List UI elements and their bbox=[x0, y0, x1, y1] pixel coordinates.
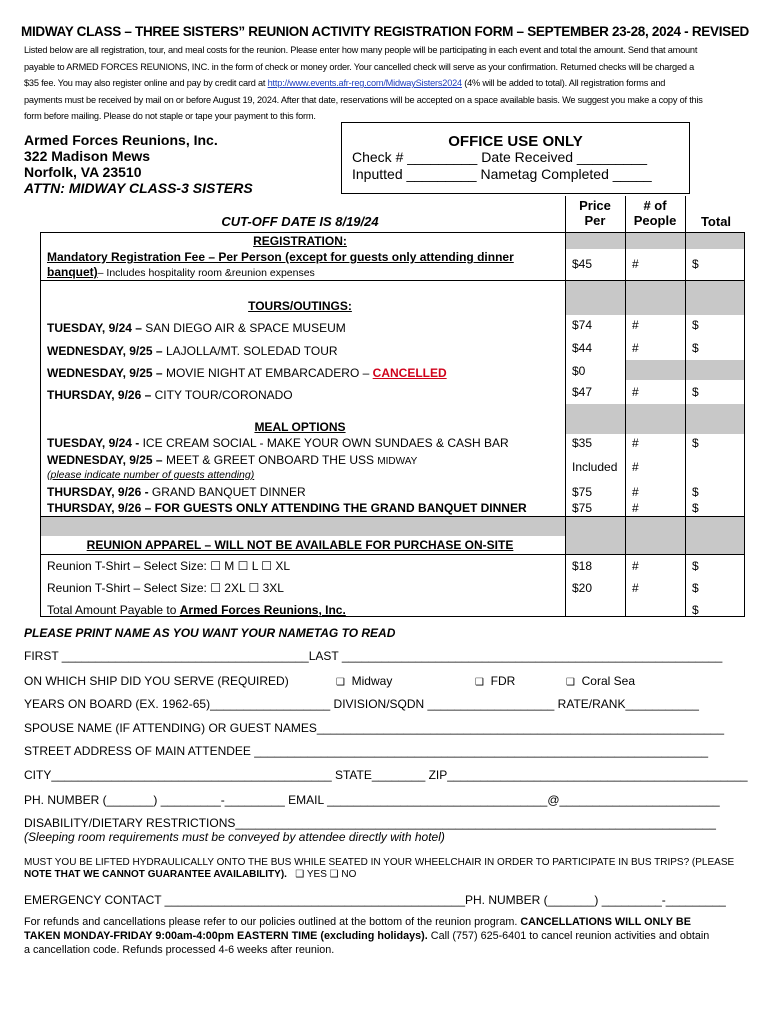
intro-line: payable to ARMED FORCES REUNIONS, INC. in the form of check or money order. Your cancelled check will serve as your confirmation. Returned checks will be charged a bbox=[24, 61, 695, 72]
meal-total[interactable]: $ bbox=[692, 485, 699, 499]
meal-note: (please indicate number of guests attending) bbox=[47, 469, 255, 481]
tour-people[interactable]: # bbox=[632, 318, 639, 332]
grid-line bbox=[625, 196, 626, 616]
col-total-header: Total bbox=[700, 214, 732, 229]
checkbox-icon: ❑ bbox=[336, 677, 345, 688]
tour-row: TUESDAY, 9/24 – SAN DIEGO AIR & SPACE MUSEUM bbox=[47, 321, 346, 335]
apparel-row[interactable]: Reunion T-Shirt – Select Size: ☐ M ☐ L ☐ XL bbox=[47, 559, 291, 573]
intro-line: form before mailing. Please do not staple or tape your payment to this form. bbox=[24, 111, 316, 121]
apparel-price: $20 bbox=[572, 581, 593, 595]
grid-line bbox=[40, 280, 745, 281]
grid-line bbox=[565, 196, 566, 616]
tour-row: THURSDAY, 9/26 – CITY TOUR/CORONADO bbox=[47, 388, 293, 402]
tour-price: $74 bbox=[572, 318, 593, 332]
address-line: Norfolk, VA 23510 bbox=[24, 164, 142, 180]
intro-line: Listed below are all registration, tour, and meal costs for the reunion. Please enter how many people will be participating in each event and total the amount. Send that amount bbox=[24, 45, 698, 55]
meal-price: $75 bbox=[572, 485, 593, 499]
apparel-row[interactable]: Reunion T-Shirt – Select Size: ☐ 2XL ☐ 3XL bbox=[47, 581, 284, 595]
meal-row: WEDNESDAY, 9/25 – MEET & GREET ONBOARD THE USS MIDWAY bbox=[47, 453, 418, 467]
office-use-box bbox=[341, 122, 690, 194]
meal-price: Included bbox=[572, 460, 618, 474]
grid-line bbox=[40, 232, 745, 233]
meal-people[interactable]: # bbox=[632, 501, 639, 515]
apparel-people[interactable]: # bbox=[632, 559, 639, 573]
grid-line bbox=[685, 196, 686, 616]
reg-fee-total[interactable]: $ bbox=[692, 257, 699, 271]
shaded-band bbox=[566, 536, 744, 554]
intro-line: payments must be received by mail on or before August 19, 2024. After that date, reservations will be accepted on a space available basis. We suggest you make a copy of this bbox=[24, 94, 703, 105]
checkbox-icon: ❑ bbox=[566, 677, 575, 688]
shaded-band bbox=[566, 404, 744, 434]
years-division-rank[interactable]: YEARS ON BOARD (EX. 1962-65)__________________ DIVISION/SQDN ___________________ RATE/RANK___________ bbox=[24, 697, 699, 711]
checkbox-icon: ❑ bbox=[475, 677, 484, 688]
refund-policy: For refunds and cancellations please refer to our policies outlined at the bottom of the reunion program. CANCELLATIONS WILL ONLY BE TAKEN MONDAY-FRIDAY 9:00am-4:00pm EASTERN TIME (excluding holidays). Call (757) 625-6401 to cancel reunion activities and obtain a cancellation code. Refunds processed 4-6 weeks after reunion. bbox=[24, 916, 710, 956]
tour-total[interactable]: $ bbox=[692, 341, 699, 355]
office-use-heading: OFFICE USE ONLY bbox=[448, 133, 583, 150]
bus-question-2: NOTE THAT WE CANNOT GUARANTEE AVAILABILITY). ❑ YES ❑ NO bbox=[24, 869, 357, 880]
grid-line bbox=[40, 516, 745, 517]
shaded-band bbox=[566, 232, 744, 249]
meals-header: MEAL OPTIONS bbox=[254, 420, 346, 434]
bus-question: MUST YOU BE LIFTED HYDRAULICALLY ONTO THE BUS WHILE SEATED IN YOUR WHEELCHAIR IN ORDER TO PARTICIPATE IN BUS TRIPS? (PLEASE bbox=[24, 857, 735, 868]
meal-row: THURSDAY, 9/26 – FOR GUESTS ONLY ATTENDING THE GRAND BANQUET DINNER bbox=[47, 501, 527, 515]
emergency-contact-field[interactable]: EMERGENCY CONTACT _____________________________________________PH. NUMBER (_______) _________-_________ bbox=[24, 893, 726, 907]
shaded-band bbox=[566, 297, 744, 315]
tour-people[interactable]: # bbox=[632, 341, 639, 355]
grid-line bbox=[744, 232, 745, 616]
phone-email-field[interactable]: PH. NUMBER (_______) _________-_________ EMAIL _________________________________@________________________ bbox=[24, 793, 720, 807]
meal-total[interactable]: $ bbox=[692, 436, 699, 450]
meal-price: $35 bbox=[572, 436, 593, 450]
reg-fee-label-2: banquet)– Includes hospitality room &reunion expenses bbox=[47, 265, 315, 279]
apparel-total[interactable]: $ bbox=[692, 559, 699, 573]
shaded-band bbox=[566, 280, 744, 297]
registration-header: REGISTRATION: bbox=[253, 234, 347, 248]
ship-option-fdr[interactable]: ❑ FDR bbox=[475, 674, 516, 688]
tour-total[interactable]: $ bbox=[692, 318, 699, 332]
intro-line: $35 fee. You may also register online and pay by credit card at http://www.events.afr-reg.com/MidwaySisters2024 (4% will be added to total). All registration forms and bbox=[24, 78, 666, 88]
address-attn: ATTN: MIDWAY CLASS-3 SISTERS bbox=[24, 180, 253, 196]
tour-row-cancelled: WEDNESDAY, 9/25 – MOVIE NIGHT AT EMBARCADERO – CANCELLED bbox=[47, 366, 447, 380]
form-title: MIDWAY CLASS – THREE SISTERS” REUNION ACTIVITY REGISTRATION FORM – SEPTEMBER 23-28, 2024 - REVISED bbox=[21, 24, 749, 39]
registration-link[interactable]: http://www.events.afr-reg.com/MidwaySisters2024 bbox=[267, 78, 462, 88]
meal-total[interactable]: $ bbox=[692, 501, 699, 515]
street-address-field[interactable]: STREET ADDRESS OF MAIN ATTENDEE ____________________________________________________________________ bbox=[24, 744, 709, 758]
meal-row: THURSDAY, 9/26 - GRAND BANQUET DINNER bbox=[47, 485, 306, 499]
name-fields[interactable]: FIRST _____________________________________LAST _________________________________________________________ bbox=[24, 649, 723, 663]
reg-fee-label: Mandatory Registration Fee – Per Person (except for guests only attending dinner bbox=[47, 250, 514, 264]
meal-people[interactable]: # bbox=[632, 485, 639, 499]
checkbox-icon: ❑ bbox=[295, 869, 305, 880]
cutoff-date: CUT-OFF DATE IS 8/19/24 bbox=[221, 214, 379, 229]
meal-row: TUESDAY, 9/24 - ICE CREAM SOCIAL - MAKE YOUR OWN SUNDAES & CASH BAR bbox=[47, 436, 509, 450]
tour-price: $44 bbox=[572, 341, 593, 355]
ship-question: ON WHICH SHIP DID YOU SERVE (REQUIRED) bbox=[24, 674, 289, 688]
checkbox-icon: ❑ bbox=[329, 869, 339, 880]
grand-total[interactable]: $ bbox=[692, 603, 699, 617]
tour-row: WEDNESDAY, 9/25 – LAJOLLA/MT. SOLEDAD TOUR bbox=[47, 344, 338, 358]
reg-fee-price: $45 bbox=[572, 257, 593, 271]
apparel-total[interactable]: $ bbox=[692, 581, 699, 595]
sleeping-note: (Sleeping room requirements must be conveyed by attendee directly with hotel) bbox=[24, 830, 445, 844]
meal-price: $75 bbox=[572, 501, 593, 515]
address-line: 322 Madison Mews bbox=[24, 148, 151, 164]
col-price-header: Price Per bbox=[579, 198, 611, 228]
reg-fee-people[interactable]: # bbox=[632, 257, 639, 271]
total-row: Total Amount Payable to Armed Forces Reunions, Inc. bbox=[47, 603, 346, 617]
ship-option-midway[interactable]: ❑ Midway bbox=[336, 674, 393, 688]
bus-no-option[interactable]: ❑ NO bbox=[329, 869, 357, 880]
col-people-header: # of People bbox=[633, 198, 677, 228]
meal-people[interactable]: # bbox=[632, 460, 639, 474]
apparel-header: REUNION APPAREL – WILL NOT BE AVAILABLE FOR PURCHASE ON-SITE bbox=[86, 538, 514, 552]
office-line: Check # _________ Date Received _________ bbox=[352, 149, 648, 165]
dietary-field[interactable]: DISABILITY/DIETARY RESTRICTIONS________________________________________________________________________ bbox=[24, 816, 716, 830]
apparel-people[interactable]: # bbox=[632, 581, 639, 595]
cancelled-label: CANCELLED bbox=[372, 366, 447, 380]
intro-paragraph bbox=[24, 42, 748, 125]
tours-header: TOURS/OUTINGS: bbox=[248, 299, 352, 313]
address-line: Armed Forces Reunions, Inc. bbox=[24, 132, 218, 148]
tour-total[interactable]: $ bbox=[692, 385, 699, 399]
office-line: Inputted _________ Nametag Completed _____ bbox=[352, 166, 652, 182]
city-state-zip-field[interactable]: CITY__________________________________________ STATE________ ZIP_____________________________________________ bbox=[24, 768, 748, 782]
spouse-guest-field[interactable]: SPOUSE NAME (IF ATTENDING) OR GUEST NAMES_____________________________________________________________ bbox=[24, 721, 725, 735]
mailing-address bbox=[24, 132, 253, 196]
apparel-price: $18 bbox=[572, 559, 593, 573]
tour-people[interactable]: # bbox=[632, 385, 639, 399]
nametag-heading: PLEASE PRINT NAME AS YOU WANT YOUR NAMETAG TO READ bbox=[24, 626, 396, 640]
shaded-band bbox=[40, 517, 744, 536]
meal-people[interactable]: # bbox=[632, 436, 639, 450]
ship-option-coral-sea[interactable]: ❑ Coral Sea bbox=[566, 674, 636, 688]
tour-price: $0 bbox=[572, 364, 586, 378]
tour-price: $47 bbox=[572, 385, 593, 399]
bus-yes-option[interactable]: ❑ YES bbox=[295, 869, 327, 880]
grid-line bbox=[40, 554, 745, 555]
